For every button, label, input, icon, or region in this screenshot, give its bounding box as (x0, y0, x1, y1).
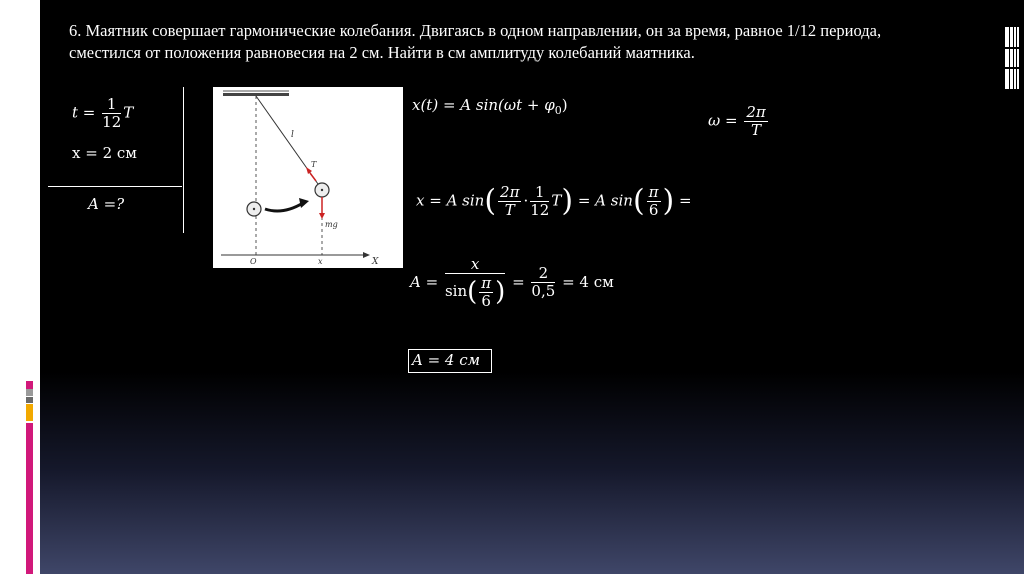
amp-result: = 4 см (562, 272, 614, 291)
sub-f2-den: 12 (530, 201, 550, 219)
omega-fraction (744, 104, 767, 139)
answer-text (412, 351, 480, 369)
omega-lhs: ω = (708, 111, 738, 130)
stripe-gray-2 (26, 397, 33, 403)
amp-value-fraction (531, 265, 555, 300)
given-t (72, 96, 133, 131)
omega-num: 2π (746, 103, 766, 121)
formula-law (412, 96, 568, 117)
sub-lhs: x = A sin (416, 191, 485, 210)
formula-law-sub: 0 (554, 104, 562, 117)
pendulum-diagram (213, 87, 403, 268)
amp-den-sin: sin (444, 282, 468, 300)
formula-amplitude (410, 256, 614, 310)
sub-f3-den: 6 (648, 201, 659, 219)
given-divider (48, 186, 182, 187)
amp-den-den: 6 (481, 291, 491, 310)
stripe-magenta-2 (26, 423, 33, 574)
given-t-lhs: t = (72, 103, 96, 122)
amp-main-fraction (445, 256, 505, 310)
amp-f-num: 2 (531, 265, 555, 283)
sub-frac-3 (647, 184, 661, 219)
label-x: x (318, 257, 323, 266)
given-find: A =? (88, 195, 125, 213)
tension-arrow (310, 173, 316, 181)
stripe-gray-1 (26, 389, 33, 396)
amp-eq: = (512, 272, 525, 291)
sub-frac-1 (498, 184, 521, 219)
given-t-num: 1 (102, 96, 121, 114)
amp-f-den: 0,5 (531, 282, 556, 301)
given-x: x = 2 см (72, 144, 137, 162)
sub-f3-num: π (648, 183, 659, 201)
formula-omega (708, 104, 770, 139)
omega-den: T (751, 121, 762, 139)
given-t-rhs: T (123, 103, 134, 122)
label-X-axis: X (372, 257, 379, 267)
motion-arrow (265, 203, 303, 211)
formula-law-main: x(t) = A sin(ωt + φ (412, 96, 555, 114)
given-vertical-line (183, 87, 184, 233)
problem-statement: 6. Маятник совершает гармонические колебания. Двигаясь в одном направлении, он за время, равное 1/12 периода, сместился от положения равновесия на 2 см. Найти в см амплитуду колебаний маятника. (69, 21, 882, 62)
slide (40, 0, 1024, 574)
given-t-den: 12 (102, 113, 122, 131)
corner-ornament (1005, 27, 1019, 89)
label-mg: mg (325, 220, 338, 229)
sub-f2-num: 1 (530, 184, 549, 202)
stripe-yellow (26, 404, 33, 421)
amp-den-num: π (481, 273, 492, 292)
label-origin: O (250, 257, 257, 266)
sub-frac-2 (530, 184, 549, 219)
left-decoration (0, 0, 40, 574)
stripe-magenta-1 (26, 381, 33, 389)
amp-num: x (445, 256, 505, 274)
sub-mid: = A sin (577, 191, 633, 210)
ceiling (223, 93, 289, 96)
label-tension: T (311, 160, 317, 169)
formula-substitution: x = A sin( $\frac{2\pi}{T}$ · $\frac{1}{12}$ T) = A sin( $\frac{\pi}{6}$ ) = (416, 183, 692, 219)
formula-law-end: ) (561, 96, 568, 114)
amp-den: sin( $\frac{\pi}{6}$ ) (444, 273, 506, 310)
sub-end: = (679, 191, 692, 210)
amp-lhs: A = (410, 272, 439, 291)
amp-den-fraction (479, 275, 493, 310)
sub-f1-num: 2π (500, 183, 520, 201)
sub-T: T (551, 191, 562, 210)
given-t-fraction (102, 96, 121, 131)
label-l: l (291, 130, 294, 140)
pendulum-figure (213, 87, 403, 268)
sub-dot: · (523, 191, 529, 210)
answer-value: A = 4 см (412, 351, 481, 369)
sub-f1-den: T (504, 201, 515, 219)
